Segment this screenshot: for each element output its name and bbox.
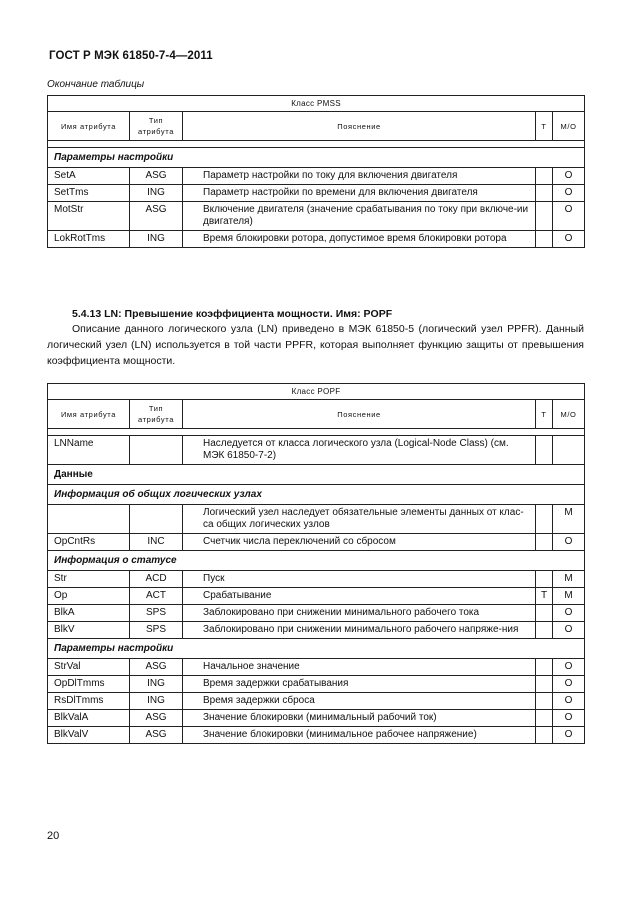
attr-description: Пуск xyxy=(203,573,225,584)
attr-description: Время блокировки ротора, допустимое время блокировки ротора xyxy=(203,233,507,244)
attr-name: MotStr xyxy=(48,202,130,231)
table-row xyxy=(48,505,585,534)
attr-type: INC xyxy=(130,534,183,551)
attr-mo: O xyxy=(553,534,585,551)
attr-t xyxy=(536,436,553,465)
table-spacer xyxy=(48,429,585,436)
attr-t xyxy=(536,534,553,551)
column-header-type: Тип атрибута xyxy=(130,112,183,141)
section-body: Описание данного логического узла (LN) приведено в МЭК 61850-5 (логический узел PPFR). Данный логический узел (LN) используется в той части PPFR, которая выполняет функцию защиты от превышения коэффициента мощности. xyxy=(47,323,584,367)
attr-description: Срабатывание xyxy=(203,590,272,601)
attr-description: Включение двигателя (значение срабатывания по току при включе-ии двигателя) xyxy=(203,204,529,227)
attr-mo: O xyxy=(553,168,585,185)
attr-t xyxy=(536,202,553,231)
table-row xyxy=(48,693,585,710)
attr-name xyxy=(48,505,130,534)
attr-description: Заблокировано при снижении минимального рабочего тока xyxy=(203,607,480,618)
column-header-description: Пояснение xyxy=(183,112,536,141)
pmss-table xyxy=(47,95,585,248)
attr-description: Заблокировано при снижении минимального рабочего напряже-ния xyxy=(203,624,519,635)
table-row xyxy=(48,659,585,676)
popf-table xyxy=(47,383,585,744)
attr-mo: O xyxy=(553,622,585,639)
column-header-mo: M/O xyxy=(553,112,585,141)
table-row xyxy=(48,202,585,231)
attr-mo: O xyxy=(553,676,585,693)
table-row xyxy=(48,534,585,551)
attr-t xyxy=(536,505,553,534)
attr-t: T xyxy=(536,588,553,605)
attr-name: StrVal xyxy=(48,659,130,676)
attr-mo: O xyxy=(553,710,585,727)
attr-t xyxy=(536,622,553,639)
table-row xyxy=(48,710,585,727)
attr-type: SPS xyxy=(130,605,183,622)
attr-t xyxy=(536,571,553,588)
attr-t xyxy=(536,676,553,693)
column-header-description: Пояснение xyxy=(183,400,536,429)
table-spacer xyxy=(48,141,585,148)
attr-mo: O xyxy=(553,605,585,622)
table-row xyxy=(48,727,585,744)
attr-mo: O xyxy=(553,693,585,710)
attr-type xyxy=(130,505,183,534)
attr-name: BlkValV xyxy=(48,727,130,744)
table-row xyxy=(48,588,585,605)
section-heading: 5.4.13 LN: Превышение коэффициента мощности. Имя: POPF xyxy=(72,308,393,320)
attr-mo: O xyxy=(553,202,585,231)
attr-description: Время задержки сброса xyxy=(203,695,315,706)
attr-type: ING xyxy=(130,676,183,693)
table-caption: Окончание таблицы xyxy=(47,79,145,90)
attr-type: ASG xyxy=(130,659,183,676)
document-header: ГОСТ Р МЭК 61850-7-4—2011 xyxy=(49,50,213,62)
attr-t xyxy=(536,727,553,744)
column-header-name: Имя атрибута xyxy=(48,400,130,429)
column-header-t: T xyxy=(536,400,553,429)
attr-type: ASG xyxy=(130,168,183,185)
attr-name: Str xyxy=(48,571,130,588)
attr-t xyxy=(536,185,553,202)
page-number: 20 xyxy=(47,830,60,842)
attr-type: ACD xyxy=(130,571,183,588)
attr-description: Логический узел наследует обязательные элементы данных от клас-са общих логических узлов xyxy=(203,507,524,530)
section-title-settings: Параметры настройки xyxy=(48,639,585,659)
attr-type: ING xyxy=(130,231,183,248)
attr-type: ING xyxy=(130,185,183,202)
attr-name: OpCntRs xyxy=(48,534,130,551)
table-row xyxy=(48,676,585,693)
attr-t xyxy=(536,605,553,622)
section-title-status: Информация о статусе xyxy=(48,551,585,571)
attr-description: Время задержки срабатывания xyxy=(203,678,349,689)
attr-type: ACT xyxy=(130,588,183,605)
attr-description: Наследуется от класса логического узла (Logical-Node Class) (см. МЭК 61850-7-2) xyxy=(203,438,509,461)
column-header-type: Тип атрибута xyxy=(130,400,183,429)
attr-mo: O xyxy=(553,659,585,676)
attr-mo: O xyxy=(553,185,585,202)
attr-t xyxy=(536,659,553,676)
attr-name: SetA xyxy=(48,168,130,185)
attr-mo xyxy=(553,436,585,465)
attr-description: Значение блокировки (минимальное рабочее напряжение) xyxy=(203,729,477,740)
attr-t xyxy=(536,231,553,248)
attr-type: ASG xyxy=(130,727,183,744)
attr-type xyxy=(130,436,183,465)
table-row xyxy=(48,185,585,202)
section-title-data: Данные xyxy=(48,465,585,485)
table-row xyxy=(48,436,585,465)
class-title: Класс PMSS xyxy=(48,96,585,112)
table-row xyxy=(48,168,585,185)
attr-name: LokRotTms xyxy=(48,231,130,248)
column-header-t: T xyxy=(536,112,553,141)
column-header-name: Имя атрибута xyxy=(48,112,130,141)
attr-mo: M xyxy=(553,588,585,605)
attr-t xyxy=(536,693,553,710)
attr-description: Начальное значение xyxy=(203,661,300,672)
attr-mo: O xyxy=(553,727,585,744)
section-title-common: Информация об общих логических узлах xyxy=(48,485,585,505)
attr-name: SetTms xyxy=(48,185,130,202)
attr-t xyxy=(536,710,553,727)
attr-name: BlkV xyxy=(48,622,130,639)
attr-description: Значение блокировки (минимальный рабочий ток) xyxy=(203,712,437,723)
attr-name: LNName xyxy=(48,436,130,465)
class-title: Класс POPF xyxy=(48,384,585,400)
attr-name: RsDlTmms xyxy=(48,693,130,710)
attr-name: Op xyxy=(48,588,130,605)
table-row xyxy=(48,622,585,639)
attr-description: Параметр настройки по току для включения двигателя xyxy=(203,170,458,181)
table-row xyxy=(48,571,585,588)
attr-name: BlkValA xyxy=(48,710,130,727)
attr-type: SPS xyxy=(130,622,183,639)
attr-mo: M xyxy=(553,505,585,534)
attr-name: BlkA xyxy=(48,605,130,622)
attr-description: Параметр настройки по времени для включения двигателя xyxy=(203,187,478,198)
section-title-settings: Параметры настройки xyxy=(48,148,585,168)
attr-name: OpDlTmms xyxy=(48,676,130,693)
attr-type: ASG xyxy=(130,202,183,231)
attr-description: Счетчик числа переключений со сбросом xyxy=(203,536,396,547)
table-row xyxy=(48,605,585,622)
attr-mo: M xyxy=(553,571,585,588)
attr-mo: O xyxy=(553,231,585,248)
attr-t xyxy=(536,168,553,185)
table-row xyxy=(48,231,585,248)
attr-type: ING xyxy=(130,693,183,710)
attr-type: ASG xyxy=(130,710,183,727)
column-header-mo: M/O xyxy=(553,400,585,429)
